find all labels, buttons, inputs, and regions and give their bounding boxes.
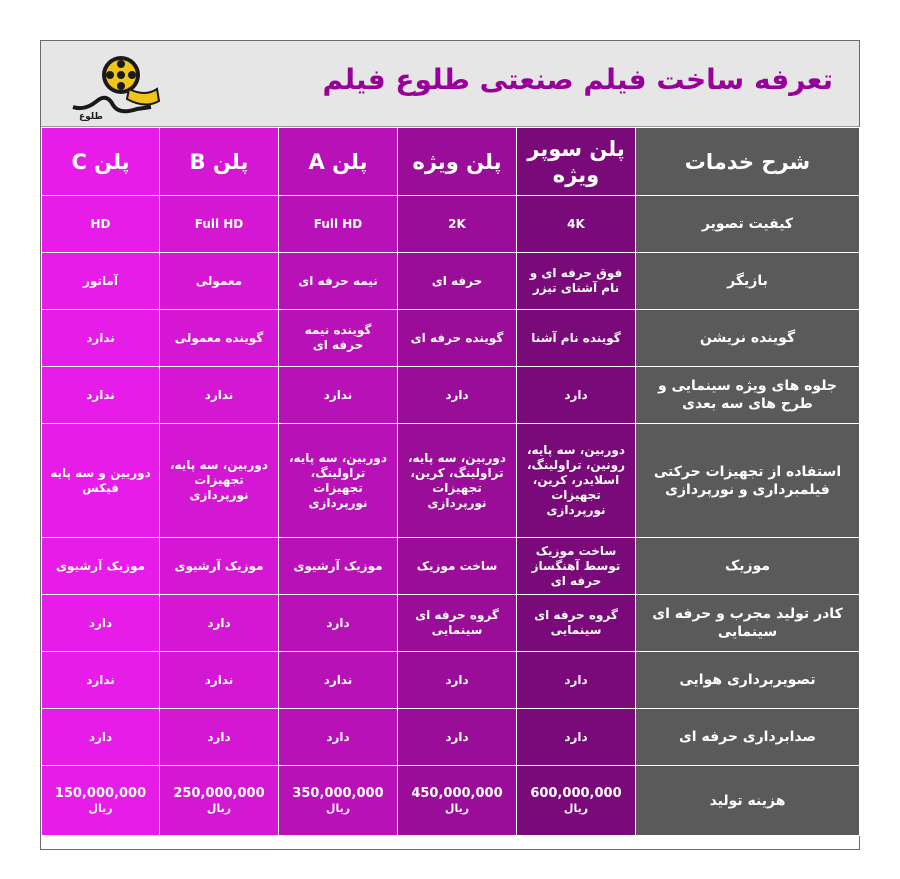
price-cell	[279, 766, 398, 836]
table-cell: گروه حرفه ای سینمایی	[517, 595, 636, 652]
price-value: 450,000,000	[411, 785, 503, 801]
logo-text: طلوع	[79, 112, 103, 121]
pricing-frame	[40, 40, 860, 850]
table-cell: دوربین، سه پایه، رونین، تراولینگ، اسلایدر، کرین، تجهیزات نورپردازی	[517, 424, 636, 538]
price-unit: ریال	[563, 801, 589, 815]
service-label: گوینده نریشن	[636, 310, 860, 367]
table-cell: ساخت موزیک	[398, 538, 517, 595]
cost-row	[42, 766, 860, 836]
table-cell: ندارد	[279, 367, 398, 424]
table-cell: دارد	[398, 652, 517, 709]
table-cell: موزیک آرشیوی	[42, 538, 160, 595]
page-title: تعرفه ساخت فیلم صنعتی طلوع فیلم	[322, 63, 833, 96]
service-label: صدابرداری حرفه ای	[636, 709, 860, 766]
column-header-special: پلن ویژه	[398, 128, 517, 196]
table-cell: گوینده نیمه حرفه ای	[279, 310, 398, 367]
table-row	[42, 538, 860, 595]
table-cell: Full HD	[279, 196, 398, 253]
table-cell: دارد	[279, 595, 398, 652]
service-label: استفاده از تجهیزات حرکتی فیلمبرداری و نورپردازی	[636, 424, 860, 538]
service-label: جلوه های ویژه سینمایی و طرح های سه بعدی	[636, 367, 860, 424]
table-cell: دارد	[398, 709, 517, 766]
table-cell: Full HD	[160, 196, 279, 253]
service-label: بازیگر	[636, 253, 860, 310]
header-bar	[41, 41, 859, 127]
table-cell: معمولی	[160, 253, 279, 310]
table-cell: گروه حرفه ای سینمایی	[398, 595, 517, 652]
film-reel-logo	[67, 49, 163, 121]
table-row	[42, 424, 860, 538]
table-cell: ندارد	[42, 310, 160, 367]
table-cell: ندارد	[279, 652, 398, 709]
column-header-super-special: پلن سوپر ویژه	[517, 128, 636, 196]
table-cell: دارد	[517, 367, 636, 424]
table-cell: دوربین و سه پایه فیکس	[42, 424, 160, 538]
price-value: 350,000,000	[292, 785, 384, 801]
table-row	[42, 709, 860, 766]
table-cell: گوینده حرفه ای	[398, 310, 517, 367]
price-unit: ریال	[325, 801, 351, 815]
table-cell: دارد	[279, 709, 398, 766]
table-cell: 4K	[517, 196, 636, 253]
pricing-table	[41, 127, 860, 836]
price-value: 600,000,000	[530, 785, 622, 801]
table-cell: ندارد	[160, 652, 279, 709]
service-label: کیفیت تصویر	[636, 196, 860, 253]
cost-label: هزینه تولید	[636, 766, 860, 836]
price-cell	[517, 766, 636, 836]
service-label: تصویربرداری هوایی	[636, 652, 860, 709]
table-cell: حرفه ای	[398, 253, 517, 310]
price-value: 250,000,000	[173, 785, 265, 801]
service-label: کادر تولید مجرب و حرفه ای سینمایی	[636, 595, 860, 652]
table-cell: دارد	[398, 367, 517, 424]
price-unit: ریال	[206, 801, 232, 815]
table-cell: ساخت موزیک توسط آهنگساز حرفه ای	[517, 538, 636, 595]
table-cell: دوربین، سه پایه، تراولینگ، تجهیزات نورپردازی	[279, 424, 398, 538]
price-cell	[42, 766, 160, 836]
table-cell: دارد	[160, 709, 279, 766]
table-cell: گوینده نام آشنا	[517, 310, 636, 367]
table-row	[42, 253, 860, 310]
table-row	[42, 310, 860, 367]
table-row	[42, 595, 860, 652]
table-row	[42, 196, 860, 253]
column-header-plan-c: پلن C	[42, 128, 160, 196]
table-row	[42, 652, 860, 709]
column-header-services: شرح خدمات	[636, 128, 860, 196]
table-cell: دارد	[42, 595, 160, 652]
table-row	[42, 367, 860, 424]
table-cell: موزیک آرشیوی	[160, 538, 279, 595]
table-cell: ندارد	[42, 367, 160, 424]
price-value: 150,000,000	[54, 785, 147, 801]
table-cell: موزیک آرشیوی	[279, 538, 398, 595]
table-cell: گوینده معمولی	[160, 310, 279, 367]
price-unit: ریال	[88, 801, 113, 815]
service-label: موزیک	[636, 538, 860, 595]
table-cell: ندارد	[42, 652, 160, 709]
column-header-plan-a: پلن A	[279, 128, 398, 196]
table-cell: HD	[42, 196, 160, 253]
price-cell	[398, 766, 517, 836]
header-row	[42, 128, 860, 196]
table-cell: 2K	[398, 196, 517, 253]
price-unit: ریال	[444, 801, 470, 815]
table-cell: دارد	[517, 652, 636, 709]
table-cell: ندارد	[160, 367, 279, 424]
table-cell: دوربین، سه پایه، تجهیزات نورپردازی	[160, 424, 279, 538]
column-header-plan-b: پلن B	[160, 128, 279, 196]
table-cell: دارد	[517, 709, 636, 766]
price-cell	[160, 766, 279, 836]
table-cell: دوربین، سه پایه، تراولینگ، کرین، تجهیزات نورپردازی	[398, 424, 517, 538]
table-cell: نیمه حرفه ای	[279, 253, 398, 310]
table-cell: دارد	[42, 709, 160, 766]
table-cell: دارد	[160, 595, 279, 652]
table-cell: آماتور	[42, 253, 160, 310]
table-cell: فوق حرفه ای و نام آشنای تیزر	[517, 253, 636, 310]
